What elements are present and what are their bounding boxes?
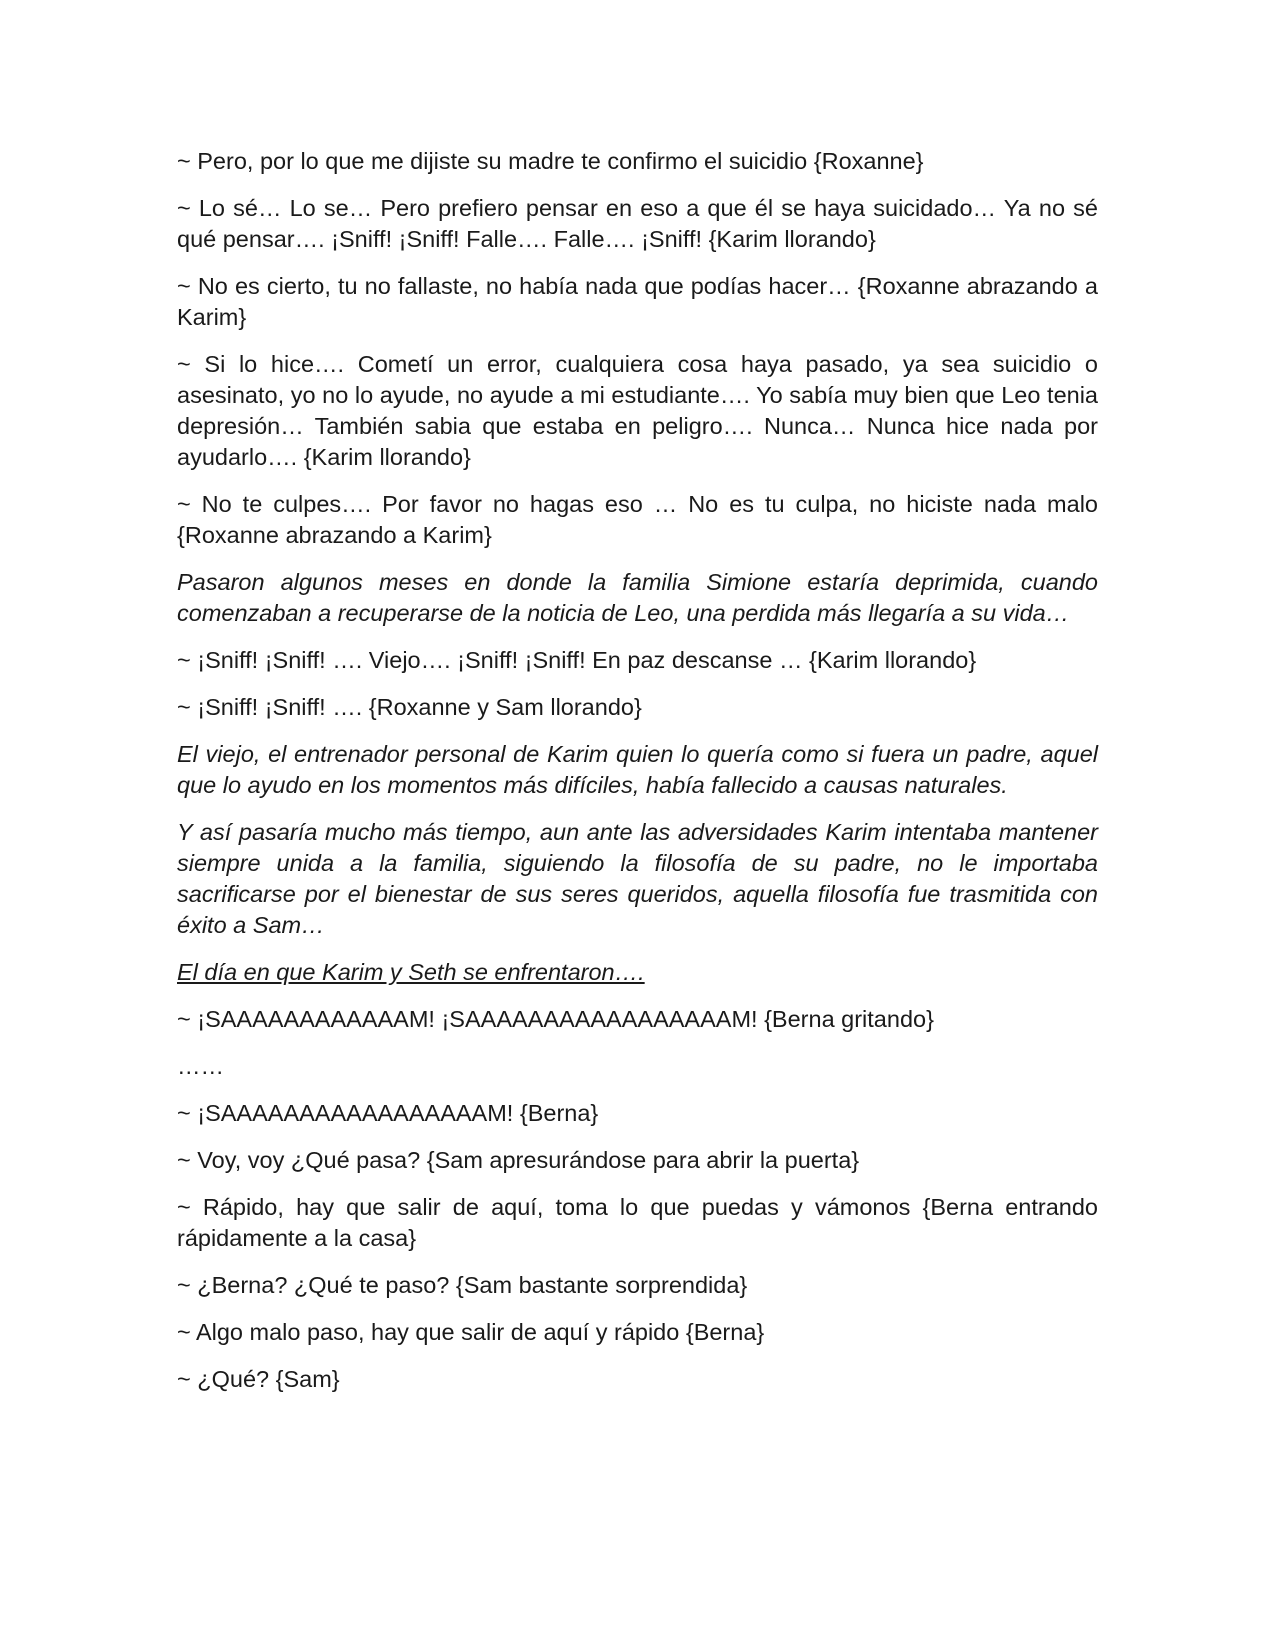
dialogue-paragraph: ~ No te culpes…. Por favor no hagas eso … No es tu culpa, no hiciste nada malo {Roxanne abrazando a Karim}	[177, 491, 1098, 548]
dialogue-paragraph: ~ ¡SAAAAAAAAAAAAM! ¡SAAAAAAAAAAAAAAAAAM! {Berna gritando}	[177, 1006, 934, 1032]
dialogue-paragraph: ~ Rápido, hay que salir de aquí, toma lo que puedas y vámonos {Berna entrando rápidamente a la casa}	[177, 1194, 1098, 1251]
dialogue-paragraph: ~ Algo malo paso, hay que salir de aquí y rápido {Berna}	[177, 1319, 765, 1345]
dialogue-paragraph: ~ ¿Qué? {Sam}	[177, 1366, 340, 1392]
narration-paragraph: El viejo, el entrenador personal de Karim quien lo quería como si fuera un padre, aquel que lo ayudo en los momentos más difíciles, había fallecido a causas naturales.	[177, 741, 1098, 798]
section-heading: El día en que Karim y Seth se enfrentaron….	[177, 959, 645, 985]
document-body	[177, 146, 1098, 1411]
dialogue-paragraph: ~ ¡SAAAAAAAAAAAAAAAAAM! {Berna}	[177, 1100, 599, 1126]
narration-paragraph: Y así pasaría mucho más tiempo, aun ante las adversidades Karim intentaba mantener siempre unida a la familia, siguiendo la filosofía de su padre, no le importaba sacrificarse por el bienestar de sus seres queridos, aquella filosofía fue trasmitida con éxito a Sam…	[177, 819, 1098, 938]
dialogue-paragraph: ~ Si lo hice…. Cometí un error, cualquiera cosa haya pasado, ya sea suicidio o asesinato, yo no lo ayude, no ayude a mi estudiante…. Yo sabía muy bien que Leo tenia depresión… También sabia que estaba en peligro…. Nunca… Nunca hice nada por ayudarlo…. {Karim llorando}	[177, 351, 1098, 470]
dialogue-paragraph: ~ ¿Berna? ¿Qué te paso? {Sam bastante sorprendida}	[177, 1272, 748, 1298]
dialogue-paragraph: ~ ¡Sniff! ¡Sniff! …. {Roxanne y Sam llorando}	[177, 694, 642, 720]
dialogue-paragraph: ~ Lo sé… Lo se… Pero prefiero pensar en eso a que él se haya suicidado… Ya no sé qué pensar…. ¡Sniff! ¡Sniff! Falle…. Falle…. ¡Sniff! {Karim llorando}	[177, 195, 1098, 252]
narration-paragraph: Pasaron algunos meses en donde la familia Simione estaría deprimida, cuando comenzaban a recuperarse de la noticia de Leo, una perdida más llegaría a su vida…	[177, 569, 1098, 626]
ellipsis-line: ……	[177, 1053, 224, 1079]
dialogue-paragraph: ~ No es cierto, tu no fallaste, no había nada que podías hacer… {Roxanne abrazando a Karim}	[177, 273, 1098, 330]
dialogue-paragraph: ~ ¡Sniff! ¡Sniff! …. Viejo…. ¡Sniff! ¡Sniff! En paz descanse … {Karim llorando}	[177, 647, 977, 673]
dialogue-paragraph: ~ Voy, voy ¿Qué pasa? {Sam apresurándose para abrir la puerta}	[177, 1147, 860, 1173]
dialogue-paragraph: ~ Pero, por lo que me dijiste su madre te confirmo el suicidio {Roxanne}	[177, 148, 924, 174]
